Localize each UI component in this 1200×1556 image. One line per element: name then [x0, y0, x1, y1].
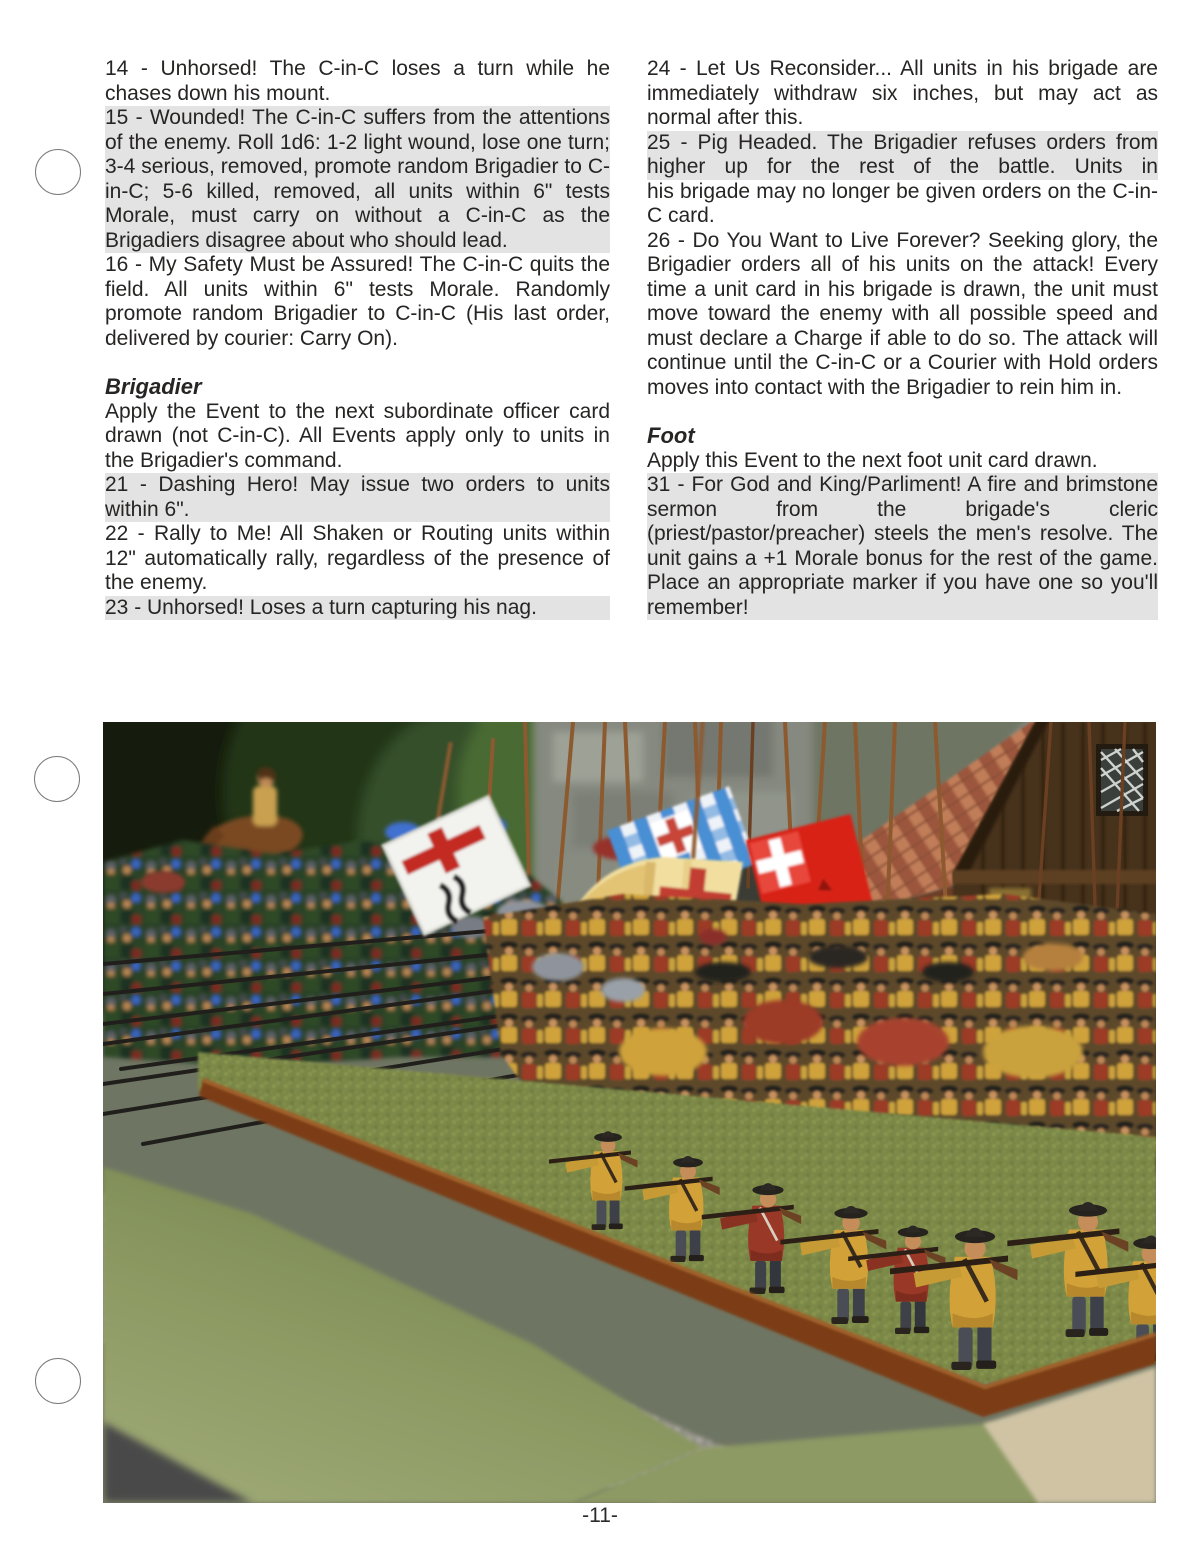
hole-punch-top: [35, 149, 81, 195]
rule-25-continuation: his brigade may no longer be given orders on the C-in-C card.: [647, 179, 1158, 227]
foot-intro: Apply this Event to the next foot unit card drawn.: [647, 448, 1098, 472]
heading-foot: Foot: [647, 423, 695, 448]
rule-26: 26 - Do You Want to Live Forever? Seeking glory, the Brigadier orders all of his units on the attack! Every time a unit card in his brigade is drawn, the unit must move toward the enemy with all possible speed and must declare a Charge if able to do so. The attack will continue until the C-in-C or a Courier with Hold orders moves into contact with the Brigadier to rein him in.: [647, 228, 1158, 399]
brigadier-intro: Apply the Event to the next subordinate officer card drawn (not C-in-C). All Events apply only to units in the Brigadier's command.: [105, 399, 610, 472]
column-left: [105, 57, 610, 620]
rule-22: 22 - Rally to Me! All Shaken or Routing units within 12" automatically rally, regardless of the presence of the enemy.: [105, 522, 610, 594]
rule-21: 21 - Dashing Hero! May issue two orders to units within 6".: [105, 473, 610, 521]
battle-photo: [103, 722, 1156, 1503]
rule-24: 24 - Let Us Reconsider... All units in his brigade are immediately withdraw six inches, but may act as normal after this.: [647, 57, 1158, 129]
rule-31: 31 - For God and King/Parliment! A fire and brimstone sermon from the brigade's cleric (priest/pastor/preacher) steels the men's resolve. The unit gains a +1 Morale bonus for the rest of the game. Place an appropriate marker if you have one so you'll remember!: [647, 473, 1158, 619]
hole-punch-middle: [34, 756, 80, 802]
rule-14: 14 - Unhorsed! The C-in-C loses a turn while he chases down his mount.: [105, 57, 610, 105]
hole-punch-bottom: [35, 1358, 81, 1404]
battle-photo-illustration: [103, 722, 1156, 1503]
column-right: [647, 57, 1158, 620]
page-number: -11-: [582, 1504, 618, 1527]
rule-25-highlighted-part: 25 - Pig Headed. The Brigadier refuses orders from higher up for the rest of the battle. Units in: [647, 130, 1158, 178]
rule-16: 16 - My Safety Must be Assured! The C-in-C quits the field. All units within 6" tests Morale. Randomly promote random Brigadier to C-in-C (His last order, delivered by courier: Carry On).: [105, 253, 610, 350]
rule-15: 15 - Wounded! The C-in-C suffers from the attentions of the enemy. Roll 1d6: 1-2 light wound, lose one turn; 3-4 serious, removed, promote random Brigadier to C-in-C; 5-6 killed, removed, all units within 6" tests Morale, must carry on without a C-in-C as the Brigadiers disagree about who should lead.: [105, 106, 610, 252]
rule-23: 23 - Unhorsed! Loses a turn capturing his nag.: [105, 596, 610, 621]
heading-brigadier: Brigadier: [105, 374, 202, 399]
